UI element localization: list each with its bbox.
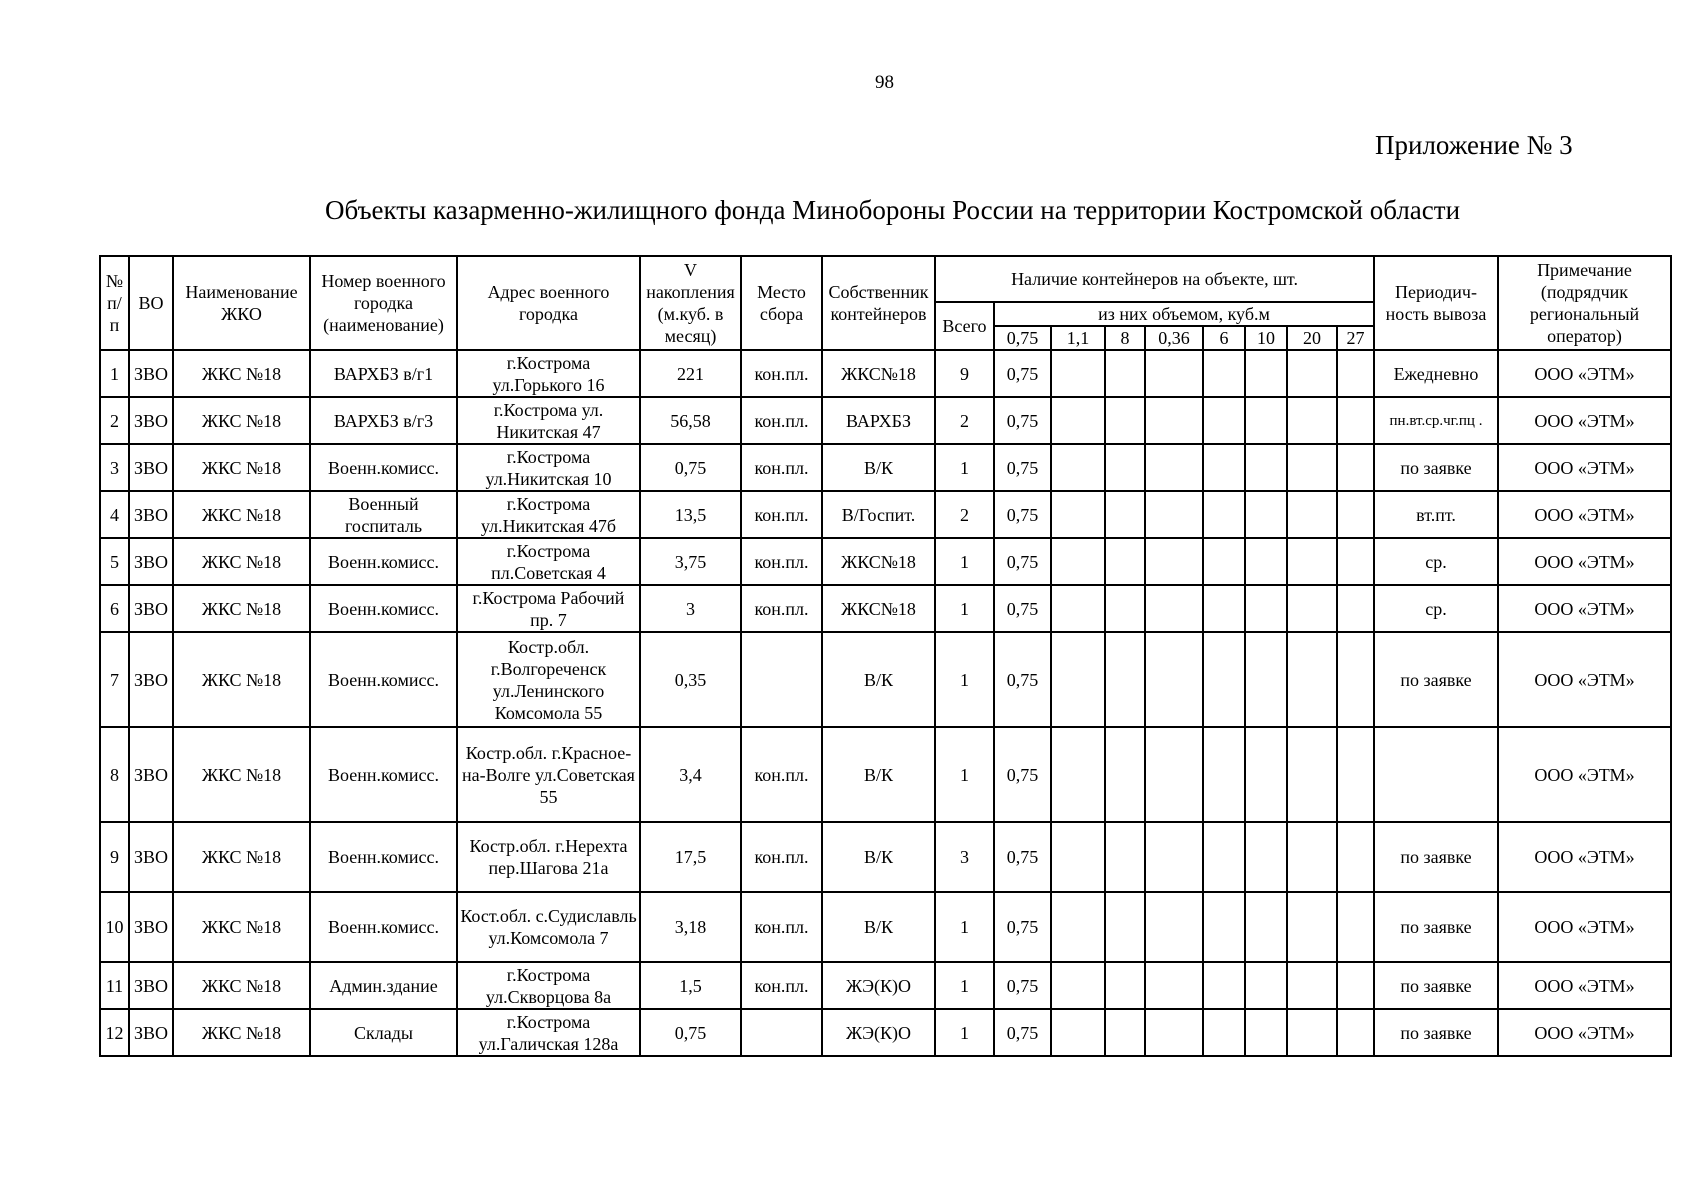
row-size-empty	[1145, 491, 1203, 538]
row-vo: ЗВО	[129, 444, 173, 491]
row-size-empty	[1145, 585, 1203, 632]
row-size-empty	[1287, 892, 1337, 962]
row-volume: 56,58	[640, 397, 741, 444]
row-note: ООО «ЭТМ»	[1498, 632, 1671, 727]
row-size-empty	[1203, 822, 1245, 892]
row-size-empty	[1337, 538, 1374, 585]
row-num: 5	[100, 538, 129, 585]
row-size-empty	[1105, 444, 1145, 491]
page-number: 98	[875, 72, 894, 93]
row-owner: ЖЭ(К)О	[822, 1009, 935, 1056]
row-zhko: ЖКС №18	[173, 727, 310, 822]
row-note: ООО «ЭТМ»	[1498, 491, 1671, 538]
row-size-075: 0,75	[994, 632, 1051, 727]
header-place: Место сбора	[741, 256, 822, 350]
row-size-empty	[1105, 727, 1145, 822]
row-size-empty	[1051, 350, 1105, 397]
table-body	[100, 350, 1671, 1056]
row-note: ООО «ЭТМ»	[1498, 350, 1671, 397]
row-address: Костр.обл. г.Волгореченск ул.Ленинского Комсомола 55	[457, 632, 640, 727]
row-town: Военн.комисс.	[310, 822, 457, 892]
row-zhko: ЖКС №18	[173, 397, 310, 444]
row-place	[741, 1009, 822, 1056]
table-row	[100, 397, 1671, 444]
row-size-empty	[1203, 632, 1245, 727]
row-size-empty	[1105, 397, 1145, 444]
row-total: 1	[935, 1009, 994, 1056]
row-size-empty	[1245, 350, 1287, 397]
row-volume: 17,5	[640, 822, 741, 892]
row-vo: ЗВО	[129, 892, 173, 962]
table-row	[100, 538, 1671, 585]
row-size-empty	[1245, 632, 1287, 727]
row-size-empty	[1287, 632, 1337, 727]
header-size: 1,1	[1051, 326, 1105, 350]
row-size-075: 0,75	[994, 822, 1051, 892]
row-size-075: 0,75	[994, 397, 1051, 444]
header-size: 0,75	[994, 326, 1051, 350]
row-town: Админ.здание	[310, 962, 457, 1009]
row-num: 6	[100, 585, 129, 632]
row-size-empty	[1145, 350, 1203, 397]
row-size-empty	[1051, 962, 1105, 1009]
row-period: ср.	[1374, 585, 1498, 632]
header-num: № п/п	[100, 256, 129, 350]
row-size-empty	[1145, 632, 1203, 727]
row-size-empty	[1287, 397, 1337, 444]
row-total: 1	[935, 632, 994, 727]
row-size-empty	[1245, 538, 1287, 585]
row-size-075: 0,75	[994, 585, 1051, 632]
row-size-empty	[1287, 822, 1337, 892]
table-row	[100, 585, 1671, 632]
row-address: г.Кострома ул.Скворцова 8а	[457, 962, 640, 1009]
row-volume: 221	[640, 350, 741, 397]
row-owner: В/К	[822, 632, 935, 727]
row-owner: В/К	[822, 822, 935, 892]
row-period: по заявке	[1374, 444, 1498, 491]
row-size-empty	[1105, 585, 1145, 632]
row-note: ООО «ЭТМ»	[1498, 585, 1671, 632]
row-size-empty	[1337, 585, 1374, 632]
row-size-empty	[1051, 1009, 1105, 1056]
row-num: 2	[100, 397, 129, 444]
table-row	[100, 350, 1671, 397]
row-size-empty	[1051, 491, 1105, 538]
row-size-empty	[1145, 822, 1203, 892]
row-size-empty	[1145, 1009, 1203, 1056]
row-size-empty	[1287, 444, 1337, 491]
row-town: Военн.комисс.	[310, 585, 457, 632]
header-size: 8	[1105, 326, 1145, 350]
facilities-table	[99, 255, 1672, 1057]
row-size-empty	[1051, 822, 1105, 892]
row-size-empty	[1337, 1009, 1374, 1056]
header-size: 20	[1287, 326, 1337, 350]
row-size-empty	[1145, 962, 1203, 1009]
row-place: кон.пл.	[741, 350, 822, 397]
row-total: 2	[935, 491, 994, 538]
row-zhko: ЖКС №18	[173, 538, 310, 585]
row-period: по заявке	[1374, 1009, 1498, 1056]
row-period	[1374, 727, 1498, 822]
row-size-empty	[1245, 727, 1287, 822]
row-address: г.Кострома ул.Никитская 47б	[457, 491, 640, 538]
row-size-empty	[1287, 1009, 1337, 1056]
table-row	[100, 822, 1671, 892]
row-address: г.Кострома пл.Советская 4	[457, 538, 640, 585]
row-total: 1	[935, 444, 994, 491]
row-place: кон.пл.	[741, 538, 822, 585]
row-town: ВАРХБЗ в/г1	[310, 350, 457, 397]
row-size-empty	[1203, 585, 1245, 632]
row-volume: 0,75	[640, 444, 741, 491]
table-row	[100, 892, 1671, 962]
row-address: Костр.обл. г.Красное-на-Волге ул.Советская 55	[457, 727, 640, 822]
row-place: кон.пл.	[741, 585, 822, 632]
row-size-empty	[1145, 892, 1203, 962]
row-period: пн.вт.ср.чг.пц .	[1374, 397, 1498, 444]
row-total: 9	[935, 350, 994, 397]
row-size-empty	[1203, 727, 1245, 822]
row-town: Военный госпиталь	[310, 491, 457, 538]
row-size-empty	[1051, 397, 1105, 444]
header-size: 6	[1203, 326, 1245, 350]
header-address: Адрес военного городка	[457, 256, 640, 350]
row-owner: В/Госпит.	[822, 491, 935, 538]
row-size-empty	[1245, 444, 1287, 491]
table-row	[100, 727, 1671, 822]
row-size-empty	[1203, 491, 1245, 538]
row-total: 1	[935, 538, 994, 585]
row-zhko: ЖКС №18	[173, 444, 310, 491]
row-address: г.Кострома ул.Никитская 10	[457, 444, 640, 491]
row-size-075: 0,75	[994, 892, 1051, 962]
row-zhko: ЖКС №18	[173, 822, 310, 892]
row-size-empty	[1145, 538, 1203, 585]
header-zhko: Наименование ЖКО	[173, 256, 310, 350]
row-owner: ЖЭ(К)О	[822, 962, 935, 1009]
row-volume: 13,5	[640, 491, 741, 538]
row-num: 12	[100, 1009, 129, 1056]
row-volume: 1,5	[640, 962, 741, 1009]
row-num: 11	[100, 962, 129, 1009]
row-size-empty	[1105, 962, 1145, 1009]
row-total: 1	[935, 585, 994, 632]
row-vo: ЗВО	[129, 538, 173, 585]
row-size-empty	[1287, 962, 1337, 1009]
row-zhko: ЖКС №18	[173, 585, 310, 632]
row-size-empty	[1203, 1009, 1245, 1056]
row-size-empty	[1337, 397, 1374, 444]
row-volume: 3	[640, 585, 741, 632]
row-address: г.Кострома ул. Никитская 47	[457, 397, 640, 444]
row-size-empty	[1051, 444, 1105, 491]
row-size-empty	[1287, 727, 1337, 822]
row-place: кон.пл.	[741, 822, 822, 892]
row-size-empty	[1245, 822, 1287, 892]
row-period: по заявке	[1374, 892, 1498, 962]
row-town: Военн.комисс.	[310, 538, 457, 585]
row-vo: ЗВО	[129, 727, 173, 822]
row-size-empty	[1337, 822, 1374, 892]
row-size-empty	[1203, 538, 1245, 585]
row-owner: В/К	[822, 892, 935, 962]
row-address: Кост.обл. с.Судиславль ул.Комсомола 7	[457, 892, 640, 962]
table-row	[100, 632, 1671, 727]
row-zhko: ЖКС №18	[173, 1009, 310, 1056]
row-owner: ЖКС№18	[822, 585, 935, 632]
row-size-empty	[1105, 632, 1145, 727]
row-place: кон.пл.	[741, 444, 822, 491]
row-size-empty	[1105, 350, 1145, 397]
row-address: г.Кострома Рабочий пр. 7	[457, 585, 640, 632]
row-num: 3	[100, 444, 129, 491]
row-size-empty	[1051, 632, 1105, 727]
row-note: ООО «ЭТМ»	[1498, 892, 1671, 962]
row-size-empty	[1051, 538, 1105, 585]
row-address: Костр.обл. г.Нерехта пер.Шагова 21а	[457, 822, 640, 892]
row-size-075: 0,75	[994, 491, 1051, 538]
row-address: г.Кострома ул.Горького 16	[457, 350, 640, 397]
row-size-empty	[1105, 892, 1145, 962]
row-size-empty	[1337, 350, 1374, 397]
row-size-empty	[1203, 350, 1245, 397]
row-place: кон.пл.	[741, 397, 822, 444]
row-size-empty	[1287, 491, 1337, 538]
row-volume: 0,35	[640, 632, 741, 727]
row-size-empty	[1145, 397, 1203, 444]
row-size-empty	[1245, 1009, 1287, 1056]
row-note: ООО «ЭТМ»	[1498, 538, 1671, 585]
header-total: Всего	[935, 302, 994, 350]
header-size: 27	[1337, 326, 1374, 350]
row-volume: 3,4	[640, 727, 741, 822]
header-of-them: из них объемом, куб.м	[994, 302, 1374, 326]
row-zhko: ЖКС №18	[173, 892, 310, 962]
document-title: Объекты казарменно-жилищного фонда Минобороны России на территории Костромской области	[325, 195, 1461, 225]
row-size-empty	[1203, 962, 1245, 1009]
row-num: 7	[100, 632, 129, 727]
row-town: ВАРХБЗ в/г3	[310, 397, 457, 444]
row-total: 3	[935, 822, 994, 892]
row-town: Военн.комисс.	[310, 444, 457, 491]
row-zhko: ЖКС №18	[173, 632, 310, 727]
row-size-empty	[1203, 397, 1245, 444]
row-owner: ВАРХБЗ	[822, 397, 935, 444]
row-size-empty	[1337, 892, 1374, 962]
row-vo: ЗВО	[129, 350, 173, 397]
row-note: ООО «ЭТМ»	[1498, 962, 1671, 1009]
row-size-empty	[1105, 822, 1145, 892]
row-period: по заявке	[1374, 962, 1498, 1009]
row-size-empty	[1245, 491, 1287, 538]
row-note: ООО «ЭТМ»	[1498, 1009, 1671, 1056]
row-town: Военн.комисс.	[310, 632, 457, 727]
appendix-label: Приложение № 3	[1375, 130, 1573, 160]
row-period: вт.пт.	[1374, 491, 1498, 538]
row-zhko: ЖКС №18	[173, 491, 310, 538]
row-size-empty	[1245, 397, 1287, 444]
row-size-empty	[1287, 538, 1337, 585]
row-size-empty	[1245, 962, 1287, 1009]
row-size-empty	[1105, 1009, 1145, 1056]
row-size-empty	[1051, 727, 1105, 822]
header-note: Примечание (подрядчик региональный оператор)	[1498, 256, 1671, 350]
row-town: Склады	[310, 1009, 457, 1056]
row-period: по заявке	[1374, 822, 1498, 892]
row-size-075: 0,75	[994, 444, 1051, 491]
row-owner: В/К	[822, 727, 935, 822]
row-volume: 3,18	[640, 892, 741, 962]
table-row	[100, 444, 1671, 491]
header-volume: V накопления (м.куб. в месяц)	[640, 256, 741, 350]
row-vo: ЗВО	[129, 962, 173, 1009]
row-size-075: 0,75	[994, 1009, 1051, 1056]
row-owner: В/К	[822, 444, 935, 491]
row-size-075: 0,75	[994, 538, 1051, 585]
header-containers: Наличие контейнеров на объекте, шт.	[935, 256, 1374, 302]
row-size-empty	[1203, 892, 1245, 962]
row-num: 8	[100, 727, 129, 822]
row-size-empty	[1337, 491, 1374, 538]
row-size-empty	[1203, 444, 1245, 491]
row-vo: ЗВО	[129, 822, 173, 892]
header-owner: Собственник контейнеров	[822, 256, 935, 350]
row-size-empty	[1337, 727, 1374, 822]
row-vo: ЗВО	[129, 632, 173, 727]
row-vo: ЗВО	[129, 397, 173, 444]
header-period: Периодич-ность вывоза	[1374, 256, 1498, 350]
row-size-075: 0,75	[994, 350, 1051, 397]
row-size-empty	[1337, 632, 1374, 727]
row-vo: ЗВО	[129, 1009, 173, 1056]
row-place: кон.пл.	[741, 727, 822, 822]
row-address: г.Кострома ул.Галичская 128а	[457, 1009, 640, 1056]
row-num: 9	[100, 822, 129, 892]
row-num: 10	[100, 892, 129, 962]
row-town: Военн.комисс.	[310, 727, 457, 822]
table-row	[100, 962, 1671, 1009]
row-note: ООО «ЭТМ»	[1498, 822, 1671, 892]
row-owner: ЖКС№18	[822, 350, 935, 397]
header-size: 10	[1245, 326, 1287, 350]
row-place	[741, 632, 822, 727]
row-note: ООО «ЭТМ»	[1498, 727, 1671, 822]
row-size-empty	[1337, 444, 1374, 491]
row-size-empty	[1051, 892, 1105, 962]
row-total: 2	[935, 397, 994, 444]
row-period: ср.	[1374, 538, 1498, 585]
row-town: Военн.комисс.	[310, 892, 457, 962]
row-place: кон.пл.	[741, 962, 822, 1009]
row-volume: 3,75	[640, 538, 741, 585]
row-size-empty	[1145, 444, 1203, 491]
row-size-empty	[1287, 585, 1337, 632]
row-total: 1	[935, 727, 994, 822]
row-size-075: 0,75	[994, 727, 1051, 822]
row-num: 4	[100, 491, 129, 538]
row-size-empty	[1337, 962, 1374, 1009]
row-size-empty	[1245, 585, 1287, 632]
row-zhko: ЖКС №18	[173, 350, 310, 397]
row-note: ООО «ЭТМ»	[1498, 397, 1671, 444]
row-vo: ЗВО	[129, 491, 173, 538]
row-place: кон.пл.	[741, 491, 822, 538]
row-period: Ежедневно	[1374, 350, 1498, 397]
row-total: 1	[935, 892, 994, 962]
row-note: ООО «ЭТМ»	[1498, 444, 1671, 491]
header-town: Номер военного городка (наименование)	[310, 256, 457, 350]
row-size-empty	[1105, 538, 1145, 585]
header-size: 0,36	[1145, 326, 1203, 350]
table-row	[100, 1009, 1671, 1056]
row-vo: ЗВО	[129, 585, 173, 632]
table-row	[100, 491, 1671, 538]
row-owner: ЖКС№18	[822, 538, 935, 585]
header-vo: ВО	[129, 256, 173, 350]
row-num: 1	[100, 350, 129, 397]
row-size-empty	[1287, 350, 1337, 397]
row-size-empty	[1051, 585, 1105, 632]
row-size-empty	[1105, 491, 1145, 538]
row-size-075: 0,75	[994, 962, 1051, 1009]
row-period: по заявке	[1374, 632, 1498, 727]
row-total: 1	[935, 962, 994, 1009]
row-place: кон.пл.	[741, 892, 822, 962]
row-size-empty	[1145, 727, 1203, 822]
row-zhko: ЖКС №18	[173, 962, 310, 1009]
row-volume: 0,75	[640, 1009, 741, 1056]
row-size-empty	[1245, 892, 1287, 962]
